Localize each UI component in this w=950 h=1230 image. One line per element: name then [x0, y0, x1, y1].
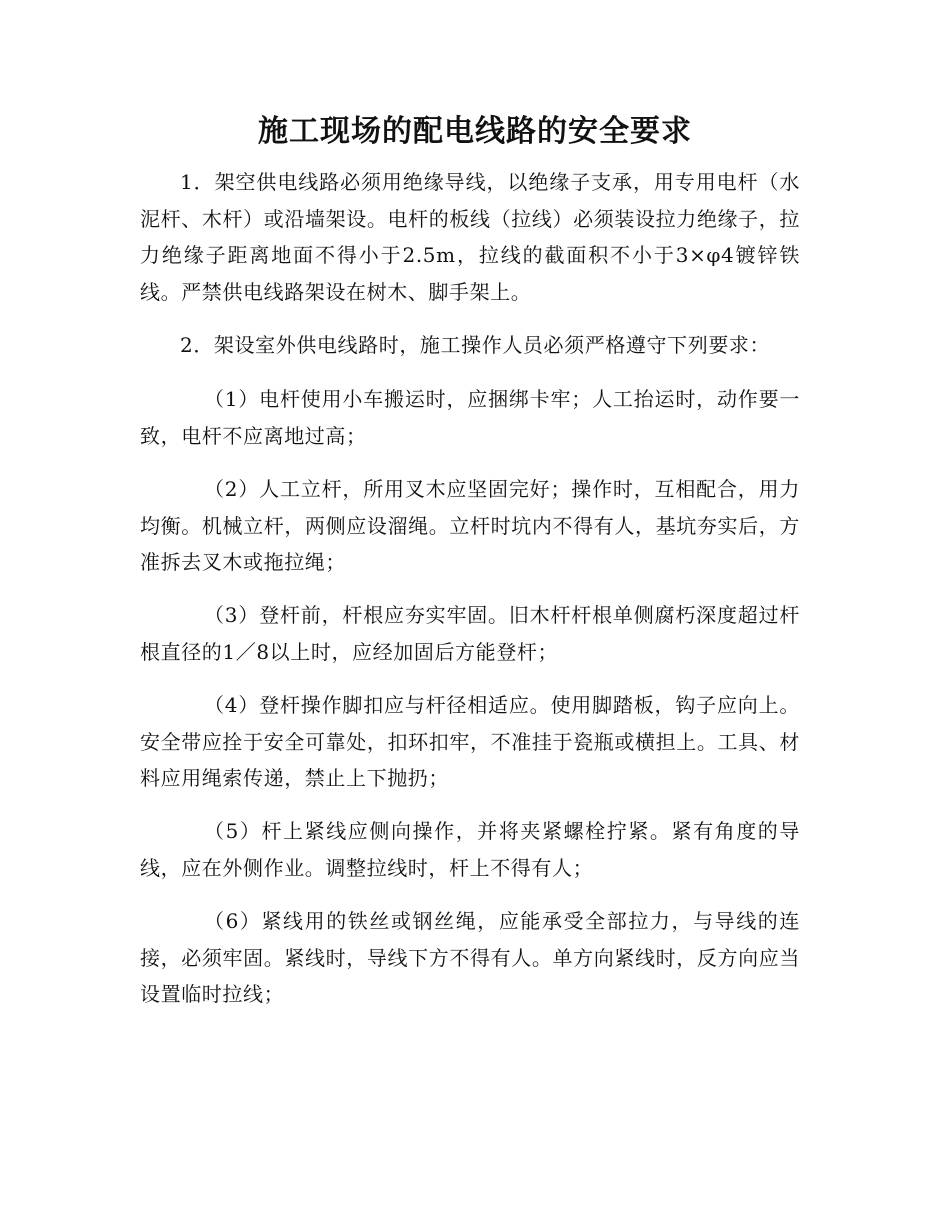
paragraph-item-5: （5）杆上紧线应侧向操作，并将夹紧螺栓拧紧。紧有角度的导线，应在外侧作业。调整拉线时，杆上不得有人；: [140, 819, 800, 880]
paragraph-1: 1．架空供电线路必须用绝缘导线，以绝缘子支承，用专用电杆（水泥杆、木杆）或沿墙架设。电杆的板线（拉线）必须装设拉力绝缘子，拉力绝缘子距离地面不得小于2.5m，拉线的截面积不小于3×φ4镀锌铁线。严禁供电线路架设在树木、脚手架上。: [140, 170, 800, 304]
paragraph-item-3: （3）登杆前，杆根应夯实牢固。旧木杆杆根单侧腐朽深度超过杆根直径的1／8以上时，应经加固后方能登杆；: [140, 603, 800, 664]
paragraph-item-4: （4）登杆操作脚扣应与杆径相适应。使用脚踏板，钩子应向上。安全带应拴于安全可靠处，扣环扣牢，不准挂于瓷瓶或横担上。工具、材料应用绳索传递，禁止上下抛扔；: [140, 693, 800, 790]
paragraph-2: 2．架设室外供电线路时，施工操作人员必须严格遵守下列要求：: [180, 333, 771, 357]
paragraph-item-1: （1）电杆使用小车搬运时，应捆绑卡牢；人工抬运时，动作要一致，电杆不应离地过高；: [140, 387, 800, 448]
document-title: 施工现场的配电线路的安全要求: [258, 114, 692, 149]
paragraph-item-6: （6）紧线用的铁丝或钢丝绳，应能承受全部拉力，与导线的连接，必须牢固。紧线时，导线下方不得有人。单方向紧线时，反方向应当设置临时拉线；: [140, 909, 800, 1006]
paragraph-item-2: （2）人工立杆，所用叉木应坚固完好；操作时，互相配合，用力均衡。机械立杆，两侧应设溜绳。立杆时坑内不得有人，基坑夯实后，方准拆去叉木或拖拉绳；: [140, 477, 800, 574]
